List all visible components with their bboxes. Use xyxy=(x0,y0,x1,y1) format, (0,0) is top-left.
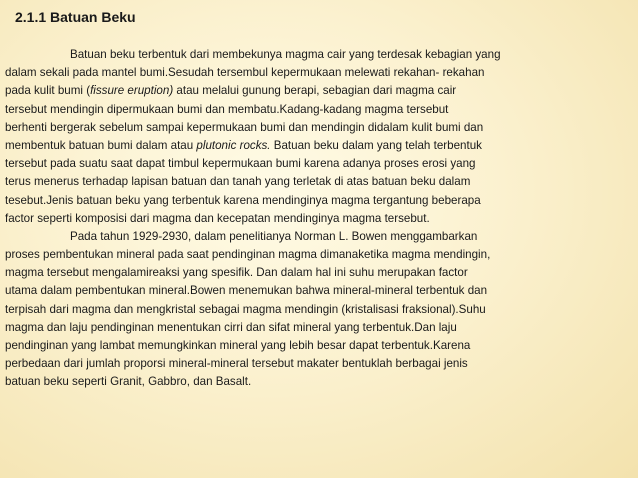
paragraph-line xyxy=(5,155,635,173)
paragraph-line xyxy=(5,301,635,319)
paragraph-line xyxy=(5,246,635,264)
text-run: batuan beku seperti Granit, Gabbro, dan Basalt. xyxy=(5,375,252,389)
text-run: utama dalam pembentukan mineral.Bowen menemukan bahwa mineral-mineral terbentuk dan xyxy=(5,284,488,298)
paragraph-line xyxy=(5,192,635,210)
paragraph-line xyxy=(5,82,635,100)
text-run: magma dan laju pendinginan menentukan cirri dan sifat mineral yang terbentuk.Dan laju xyxy=(5,320,457,334)
text-run: pada kulit bumi ( xyxy=(5,84,91,98)
paragraph-line xyxy=(5,373,635,391)
paragraph-line xyxy=(5,173,635,191)
text-run: proses pembentukan mineral pada saat pendinginan magma dimanaketika magma mendingin, xyxy=(5,248,491,262)
text-run: tersebut pada suatu saat dapat timbul kepermukaan bumi karena adanya proses erosi yang xyxy=(5,157,476,171)
text-run: dalam sekali pada mantel bumi.Sesudah tersembul kepermukaan melewati rekahan- rekahan xyxy=(5,66,485,80)
italic-term: fissure eruption) xyxy=(90,84,174,98)
italic-term: plutonic rocks. xyxy=(196,138,271,152)
text-run: Batuan beku dalam yang telah terbentuk xyxy=(270,138,482,152)
text-run: perbedaan dari jumlah proporsi mineral-mineral tersebut makater bentuklah berbagai jenis xyxy=(5,357,468,371)
text-run: membentuk batuan bumi dalam atau xyxy=(5,138,197,152)
paragraph-line xyxy=(5,101,635,119)
text-run: berhenti bergerak sebelum sampai kepermukaan bumi dan mendingin didalam kulit bumi dan xyxy=(5,120,484,134)
paragraph-line xyxy=(5,319,635,337)
paragraph-line xyxy=(5,137,635,155)
text-run: terus menerus terhadap lapisan batuan dan tanah yang terletak di atas batuan beku dalam xyxy=(5,175,471,189)
paragraph-line xyxy=(5,337,635,355)
text-run: tesebut.Jenis batuan beku yang terbentuk karena mendinginya magma tergantung beberapa xyxy=(5,193,481,207)
text-run: pendinginan yang lambat memungkinkan mineral yang lebih besar dapat terbentuk.Karena xyxy=(5,339,471,352)
paragraph-line xyxy=(5,355,635,373)
paragraph-line xyxy=(5,264,635,282)
paragraph-line xyxy=(5,228,635,246)
text-run: terpisah dari magma dan mengkristal sebagai magma mendingin (kristalisasi fraksional).Suhu xyxy=(5,302,486,316)
text-run: atau melalui gunung berapi, sebagian dari magma cair xyxy=(173,84,457,98)
slide-title: 2.1.1 Batuan Beku xyxy=(15,9,136,25)
text-run: Batuan beku terbentuk dari membekunya magma cair yang terdesak kebagian yang xyxy=(70,48,501,61)
slide-body-text xyxy=(5,46,635,392)
paragraph-line xyxy=(5,64,635,82)
paragraph-line xyxy=(5,282,635,300)
text-run: Pada tahun 1929-2930, dalam penelitianya Norman L. Bowen menggambarkan xyxy=(70,229,478,243)
paragraph-line xyxy=(5,210,635,228)
text-run: magma tersebut mengalamireaksi yang spesifik. Dan dalam hal ini suhu merupakan factor xyxy=(5,266,468,280)
paragraph-line xyxy=(5,46,635,64)
paragraph-line xyxy=(5,119,635,137)
text-run: factor seperti komposisi dari magma dan kecepatan mendinginya magma tersebut. xyxy=(5,211,430,225)
text-run: tersebut mendingin dipermukaan bumi dan membatu.Kadang-kadang magma tersebut xyxy=(5,102,449,116)
